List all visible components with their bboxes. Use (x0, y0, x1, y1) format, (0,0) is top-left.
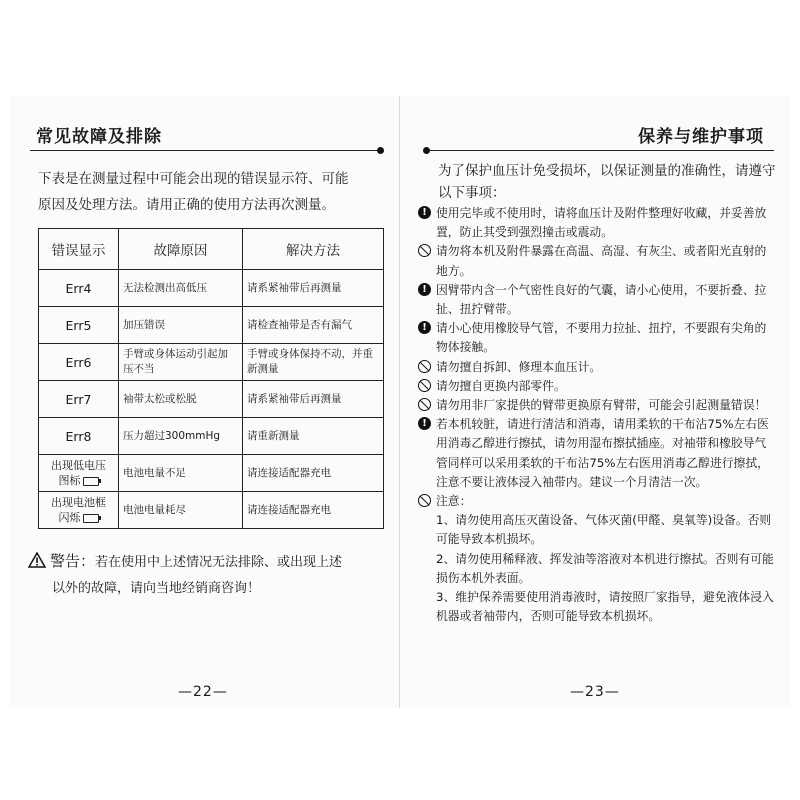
page-number: —22— (178, 684, 228, 700)
right-page (400, 96, 790, 708)
note-item: 1、请勿使用高压灭菌设备、气体灭菌(甲醛、臭氧等)设备。否则可能导致本机损坏。 (436, 513, 772, 547)
error-code-line (43, 510, 114, 525)
error-cause: 袖带太松或松脱 (119, 381, 243, 418)
error-solution: 请连接适配器充电 (243, 492, 384, 529)
table-row (39, 307, 384, 344)
intro-text: 为了保护血压计免受损坏，以保证测量的准确性，请遵守以下事项： (438, 163, 776, 201)
error-cause: 无法检测出高低压 (119, 270, 243, 307)
error-solution: 请连接适配器充电 (243, 455, 384, 492)
notes-list (436, 511, 778, 626)
error-code (39, 492, 119, 529)
left-page (10, 96, 400, 708)
exclamation-icon: ! (418, 321, 431, 334)
error-solution: 请重新测量 (243, 418, 384, 455)
list-item-text: 请勿将本机及附件暴露在高温、高湿、有灰尘、或者阳光直射的地方。 (436, 244, 767, 278)
note-item: 2、请勿使用稀释液、挥发油等溶液对本机进行擦拭。否则有可能损伤本机外表面。 (436, 551, 774, 585)
error-code: Err5 (39, 307, 119, 344)
error-code (39, 455, 119, 492)
list-item (418, 396, 778, 415)
error-code-text: 图标 (58, 474, 81, 487)
list-item (418, 281, 778, 319)
maintenance-list (418, 204, 778, 626)
warning-text: 以外的故障，请向当地经销商咨询！ (52, 581, 261, 596)
warning-triangle-icon (28, 552, 46, 568)
list-item (418, 204, 778, 242)
page-number: —23— (570, 684, 620, 700)
error-code: Err7 (39, 381, 119, 418)
error-cause: 电池电量耗尽 (119, 492, 243, 529)
list-item (418, 415, 778, 492)
column-header: 解决方法 (243, 229, 384, 270)
error-cause: 压力超过300mmHg (119, 418, 243, 455)
list-item-text: 因臂带内含一个气密性良好的气囊，请小心使用，不要折叠、拉扯、扭拧臂带。 (436, 282, 767, 317)
error-cause: 手臂或身体运动引起加压不当 (119, 344, 243, 381)
exclamation-icon: ! (418, 206, 431, 219)
list-item-text: 使用完毕或不使用时，请将血压计及附件整理好收藏，并妥善放置，防止其受到强烈撞击或震动。 (436, 206, 767, 240)
list-item-text: 注意： (436, 494, 472, 509)
table-header-row (39, 229, 384, 270)
error-code-line: 出现低电压 (51, 459, 106, 472)
error-code: Err8 (39, 418, 119, 455)
heading-rule-dot (377, 147, 384, 154)
heading-rule-dot (423, 147, 430, 154)
heading-rule (30, 150, 382, 151)
prohibition-icon (418, 379, 431, 392)
list-item (418, 319, 778, 357)
note-item: 3、维护保养需要使用消毒液时，请按照厂家指导，避免液体浸入机器或者袖带内，否则可能导致本机损坏。 (436, 590, 774, 624)
exclamation-icon: ! (418, 283, 431, 296)
error-code-text: 闪烁 (58, 511, 81, 524)
table-row (39, 381, 384, 418)
list-item (418, 242, 778, 280)
list-item (418, 492, 778, 511)
list-item-text: 请勿擅自更换内部零件。 (436, 378, 566, 393)
column-header: 故障原因 (119, 229, 243, 270)
warning-label: 警告： (50, 552, 96, 570)
warning-line (28, 548, 388, 576)
list-item-text: 请勿用非厂家提供的臂带更换原有臂带，可能会引起测量错误！ (436, 398, 767, 413)
warning-text: 若在使用中上述情况无法排除、或出现上述 (95, 555, 343, 570)
table-row (39, 492, 384, 529)
warning-block (28, 548, 388, 602)
error-solution: 请系紧袖带后再测量 (243, 381, 384, 418)
prohibition-icon (418, 494, 431, 507)
error-cause: 电池电量不足 (119, 455, 243, 492)
intro-line: 下表是在测量过程中可能会出现的错误显示符、可能 (38, 171, 349, 187)
error-code-line (43, 473, 114, 488)
error-solution: 请检查袖带是否有漏气 (243, 307, 384, 344)
page-heading: 常见故障及排除 (36, 127, 162, 147)
error-solution: 手臂或身体保持不动，并重新测量 (243, 344, 384, 381)
table-row (39, 418, 384, 455)
list-item-text: 请小心使用橡胶导气管，不要用力拉扯、扭拧，不要跟有尖角的物体接触。 (436, 321, 767, 355)
error-table (38, 228, 384, 529)
list-item (418, 358, 778, 377)
list-item-text: 请勿擅自拆卸、修理本血压计。 (436, 359, 602, 374)
table-row (39, 344, 384, 381)
list-item (418, 377, 778, 396)
column-header: 错误显示 (39, 229, 119, 270)
page-heading: 保养与维护事项 (638, 127, 764, 147)
prohibition-icon (418, 398, 431, 411)
manual-spread (10, 96, 790, 708)
prohibition-icon (418, 360, 431, 373)
error-code: Err6 (39, 344, 119, 381)
error-solution: 请系紧袖带后再测量 (243, 270, 384, 307)
table-row (39, 270, 384, 307)
heading-rule (426, 150, 774, 151)
exclamation-icon: ! (418, 417, 431, 430)
table-row (39, 455, 384, 492)
intro-text (38, 166, 388, 218)
low-battery-icon (83, 477, 99, 486)
error-code-line: 出现电池框 (51, 496, 106, 509)
error-cause: 加压错误 (119, 307, 243, 344)
intro-line: 原因及处理方法。请用正确的使用方法再次测量。 (38, 197, 335, 213)
error-code: Err4 (39, 270, 119, 307)
prohibition-icon (418, 244, 431, 257)
list-item-text: 若本机较脏，请进行清洁和消毒，请用柔软的干布沾75%左右医用消毒乙醇进行擦拭，请勿用湿布擦拭插座。对袖带和橡胶导气管同样可以采用柔软的干布沾75%左右医用消毒乙醇进行擦拭，注意不要让液体浸入袖带内。建议一个月清洁一次。 (436, 417, 769, 489)
empty-battery-icon (83, 514, 99, 523)
